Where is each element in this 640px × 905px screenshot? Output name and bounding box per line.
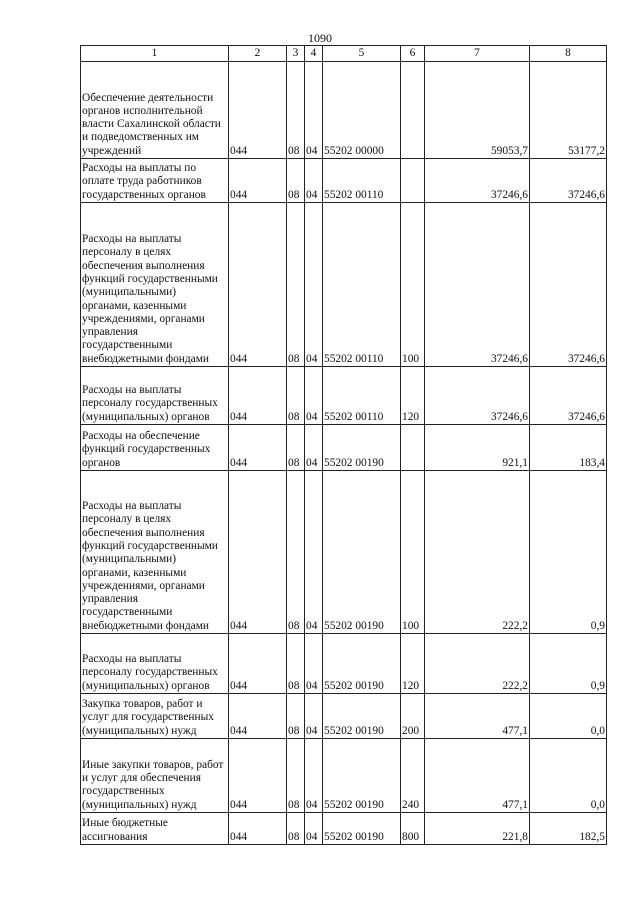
section-code: 08 [287,813,305,845]
column-header: 5 [323,46,401,62]
amount-col7: 222,2 [425,471,530,634]
expense-name: Расходы на выплаты персоналу государственных (муниципальных) органов [81,634,229,694]
amount-col7: 477,1 [425,694,530,739]
column-header: 7 [425,46,530,62]
section-code: 08 [287,739,305,813]
ministry-code: 044 [229,694,287,739]
expense-type-code [401,425,425,471]
amount-col7: 37246,6 [425,367,530,425]
subsection-code: 04 [305,425,323,471]
subsection-code: 04 [305,62,323,159]
expense-type-code: 100 [401,471,425,634]
expense-type-code: 800 [401,813,425,845]
table-row [81,694,607,739]
ministry-code: 044 [229,471,287,634]
expense-name: Расходы на выплаты персоналу в целях обеспечения выполнения функций государственными (муниципальными) органами, казенными учреждениями, органами управления государственными внебюджетными фондами [81,203,229,367]
target-article-code: 55202 00190 [323,634,401,694]
section-code: 08 [287,425,305,471]
amount-col8: 183,4 [530,425,607,471]
column-header: 2 [229,46,287,62]
amount-col8: 0,9 [530,634,607,694]
expense-name: Закупка товаров, работ и услуг для государственных (муниципальных) нужд [81,694,229,739]
amount-col7: 37246,6 [425,203,530,367]
amount-col7: 222,2 [425,634,530,694]
amount-col8: 37246,6 [530,203,607,367]
section-code: 08 [287,159,305,203]
table-row [81,471,607,634]
target-article-code: 55202 00190 [323,739,401,813]
expense-type-code: 120 [401,634,425,694]
amount-col8: 37246,6 [530,367,607,425]
table-row [81,62,607,159]
target-article-code: 55202 00190 [323,425,401,471]
section-code: 08 [287,471,305,634]
target-article-code: 55202 00110 [323,159,401,203]
ministry-code: 044 [229,634,287,694]
page-number: 1090 [308,31,332,45]
column-header: 3 [287,46,305,62]
column-header: 8 [530,46,607,62]
subsection-code: 04 [305,159,323,203]
ministry-code: 044 [229,203,287,367]
section-code: 08 [287,62,305,159]
amount-col8: 0,0 [530,739,607,813]
amount-col7: 59053,7 [425,62,530,159]
target-article-code: 55202 00110 [323,367,401,425]
expense-type-code: 120 [401,367,425,425]
table-row [81,739,607,813]
ministry-code: 044 [229,425,287,471]
ministry-code: 044 [229,62,287,159]
column-header: 4 [305,46,323,62]
subsection-code: 04 [305,813,323,845]
ministry-code: 044 [229,813,287,845]
target-article-code: 55202 00190 [323,471,401,634]
expense-type-code [401,159,425,203]
target-article-code: 55202 00000 [323,62,401,159]
expense-type-code: 200 [401,694,425,739]
amount-col7: 477,1 [425,739,530,813]
ministry-code: 044 [229,159,287,203]
target-article-code: 55202 00110 [323,203,401,367]
expense-type-code [401,62,425,159]
subsection-code: 04 [305,694,323,739]
expense-name: Иные закупки товаров, работ и услуг для обеспечения государственных (муниципальных) нужд [81,739,229,813]
table-row [81,367,607,425]
table-row [81,634,607,694]
expense-name: Расходы на обеспечение функций государственных органов [81,425,229,471]
section-code: 08 [287,367,305,425]
expense-name: Расходы на выплаты персоналу в целях обеспечения выполнения функций государственными (муниципальными) органами, казенными учреждениями, органами управления государственными внебюджетными фондами [81,471,229,634]
ministry-code: 044 [229,367,287,425]
table-row [81,425,607,471]
expense-name: Расходы на выплаты персоналу государственных (муниципальных) органов [81,367,229,425]
expense-type-code: 240 [401,739,425,813]
section-code: 08 [287,634,305,694]
table-row [81,203,607,367]
amount-col7: 921,1 [425,425,530,471]
column-header: 6 [401,46,425,62]
subsection-code: 04 [305,634,323,694]
amount-col8: 53177,2 [530,62,607,159]
table-row [81,159,607,203]
target-article-code: 55202 00190 [323,813,401,845]
amount-col8: 0,0 [530,694,607,739]
expense-name: Расходы на выплаты по оплате труда работников государственных органов [81,159,229,203]
column-header: 1 [81,46,229,62]
target-article-code: 55202 00190 [323,694,401,739]
subsection-code: 04 [305,367,323,425]
ministry-code: 044 [229,739,287,813]
section-code: 08 [287,203,305,367]
table-row [81,813,607,845]
expense-name: Обеспечение деятельности органов исполнительной власти Сахалинской области и подведомственных им учреждений [81,62,229,159]
expense-name: Иные бюджетные ассигнования [81,813,229,845]
expense-type-code: 100 [401,203,425,367]
amount-col7: 221,8 [425,813,530,845]
table-header-row [81,46,607,62]
amount-col8: 182,5 [530,813,607,845]
subsection-code: 04 [305,471,323,634]
amount-col8: 0,9 [530,471,607,634]
subsection-code: 04 [305,739,323,813]
amount-col7: 37246,6 [425,159,530,203]
amount-col8: 37246,6 [530,159,607,203]
budget-table [80,45,607,845]
subsection-code: 04 [305,203,323,367]
section-code: 08 [287,694,305,739]
